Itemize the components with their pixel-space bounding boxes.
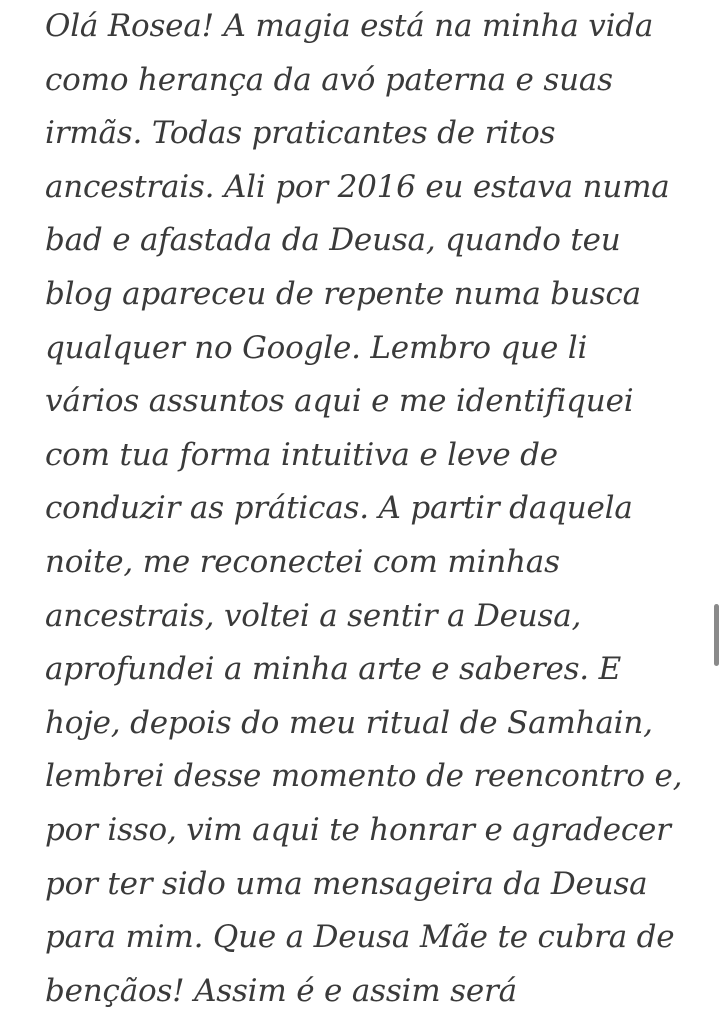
scrollbar-thumb[interactable] bbox=[714, 604, 719, 666]
comment-line: ancestrais. Ali por 2016 eu estava numa bbox=[45, 168, 670, 205]
comment-line: com tua forma intuitiva e leve de bbox=[45, 436, 558, 473]
comment-body bbox=[45, 0, 715, 1018]
comment-line: bençãos! Assim é e assim será bbox=[45, 972, 517, 1009]
comment-line: para mim. Que a Deusa Mãe te cubra de bbox=[45, 919, 675, 956]
comment-line: blog apareceu de repente numa busca bbox=[45, 275, 641, 312]
comment-line: qualquer no Google. Lembro que li bbox=[45, 329, 588, 366]
comment-line: irmãs. Todas praticantes de ritos bbox=[45, 115, 556, 152]
comment-line: hoje, depois do meu ritual de Samhain, bbox=[45, 704, 653, 741]
comment-line: ancestrais, voltei a sentir a Deusa, bbox=[45, 597, 582, 634]
comment-line: conduzir as práticas. A partir daquela bbox=[45, 490, 633, 527]
comment-line: vários assuntos aqui e me identifiquei bbox=[45, 383, 634, 420]
comment-line: noite, me reconectei com minhas bbox=[45, 543, 560, 580]
comment-line: por isso, vim aqui te honrar e agradecer bbox=[45, 811, 671, 848]
comment-line: Olá Rosea! A magia está na minha vida bbox=[45, 8, 654, 44]
comment-line: aprofundei a minha arte e saberes. E bbox=[45, 651, 622, 688]
comment-line: por ter sido uma mensageira da Deusa bbox=[45, 865, 648, 902]
comment-line: como herança da avó paterna e suas bbox=[45, 61, 613, 98]
comment-line: bad e afastada da Deusa, quando teu bbox=[45, 222, 621, 259]
comment-line: lembrei desse momento de reencontro e, bbox=[45, 758, 683, 795]
